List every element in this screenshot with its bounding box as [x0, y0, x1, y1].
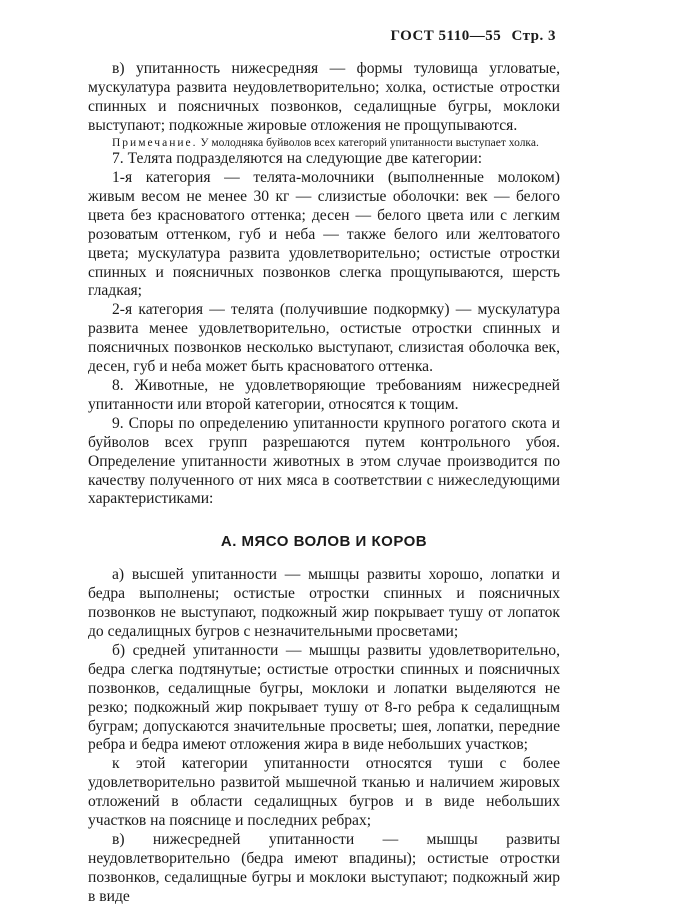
section-title: А. МЯСО ВОЛОВ И КОРОВ: [220, 533, 428, 551]
standard-number: ГОСТ 5110—55: [390, 28, 502, 44]
paragraph-highest-fatness: а) высшей упитанности — мышцы развиты хорошо, лопатки и бедра выполнены; остистые отростки спинных и поясничных позвонков не выступают, подкожный жир покрывает тушу от лопаток до седалищных бугров с незначительными просветами;: [88, 566, 560, 640]
paragraph-below-average-fatness: в) нижесредней упитанности — мышцы развиты неудовлетворительно (бедра имеют впадины); остистые отростки позвонков, седалищные бугры и моклоки выступают; подкожный жир в виде: [88, 830, 560, 905]
paragraph-calves-categories: 7. Телята подразделяются на следующие две категории:: [112, 150, 483, 168]
note-text: У молодняка буйволов всех категорий упитанности выступает холка.: [197, 136, 539, 149]
body-text: [88, 60, 560, 907]
paragraph-fatness-below-average: в) упитанность нижесредняя — формы туловища угловатые, мускулатура развита неудовлетворительно; холка, остистые отростки спинных и поясничных позвонков, седалищные бугры, моклоки выступают; подкожные жировые отложения не прощупываются.: [88, 60, 560, 134]
paragraph-item-8: 8. Животные, не удовлетворяющие требованиям нижесредней упитанности или второй категории, относятся к тощим.: [88, 377, 560, 413]
paragraph-category-1: 1-я категория — телята-молочники (выполненные молоком) живым весом не менее 30 кг — слизистые оболочки: век — белого цвета без красноватого оттенка; десен — белого цвета или с легким розоватым оттенком, губ и неба — также белого или желтоватого цвета; мускулатура развита удовлетворительно; остистые отростки спинных и поясничных позвонков слегка прощупываются, шерсть гладкая;: [88, 169, 560, 300]
note: [88, 136, 560, 151]
page-number: Стр. 3: [511, 28, 556, 44]
paragraph-category-2: 2-я категория — телята (получившие подкормку) — мускулатура развита менее удовлетворительно, остистые отростки спинных и поясничных позвонков несколько выступают, слизистая оболочка век, десен, губ и неба может быть красноватого оттенка.: [88, 301, 560, 376]
paragraph-medium-fatness: б) средней упитанности — мышцы развиты удовлетворительно, бедра слегка подтянутые; остистые отростки спинных и поясничных позвонков, седалищные бугры, моклоки и лопатки выделяются не резко; подкожный жир покрывает тушу от 8-го ребра к седалищным буграм; допускаются значительные просветы; шея, лопатки, передние ребра и бедра имеют отложения жира в виде небольших участков;: [88, 641, 560, 754]
paragraph-category-note: к этой категории упитанности относятся туши с более удовлетворительно развитой мышечной тканью и наличием жировых отложений в области седалищных бугров и в виде небольших участков на пояснице и последних ребрах;: [88, 755, 560, 830]
page-header: [390, 28, 556, 45]
note-title: Примечание.: [112, 136, 198, 149]
paragraph-item-9: 9. Споры по определению упитанности крупного рогатого скота и буйволов всех групп разрешаются путем контрольного убоя. Определение упитанности животных в этом случае производится по качеству полученного от них мяса в соответствии с нижеследующими характеристиками:: [88, 414, 560, 508]
